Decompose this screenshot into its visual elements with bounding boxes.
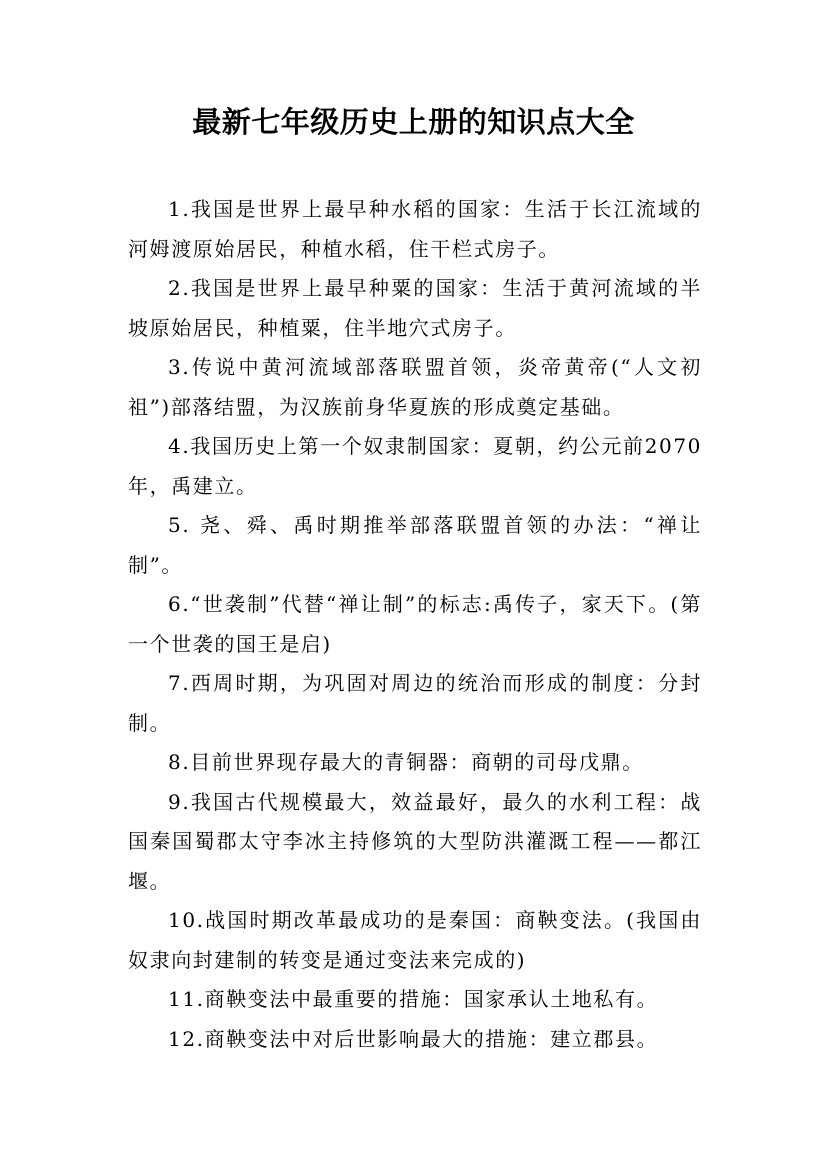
- paragraph-4: 4.我国历史上第一个奴隶制国家：夏朝，约公元前2070年，禹建立。: [128, 434, 702, 498]
- paragraph-2: 2.我国是世界上最早种粟的国家：生活于黄河流域的半坡原始居民，种植粟，住半地穴式房子。: [128, 276, 702, 340]
- paragraph-6: 6.“世袭制”代替“禅让制”的标志:禹传子，家天下。(第一个世袭的国王是启): [128, 592, 702, 656]
- paragraph-12: 12.商鞅变法中对后世影响最大的措施：建立郡县。: [168, 1026, 659, 1051]
- paragraph-1: 1.我国是世界上最早种水稻的国家：生活于长江流域的河姆渡原始居民，种植水稻，住干栏式房子。: [128, 197, 702, 261]
- paragraph-5: 5. 尧、舜、禹时期推举部落联盟首领的办法：“禅让制”。: [128, 513, 702, 577]
- paragraph-10: 10.战国时期改革最成功的是秦国：商鞅变法。(我国由奴隶向封建制的转变是通过变法来完成的): [128, 908, 702, 972]
- paragraph-8: 8.目前世界现存最大的青铜器：商朝的司母戊鼎。: [168, 750, 644, 774]
- paragraph-3: 3.传说中黄河流域部落联盟首领，炎帝黄帝(“人文初祖”)部落结盟，为汉族前身华夏族的形成奠定基础。: [128, 355, 702, 419]
- paragraph-9: 9.我国古代规模最大，效益最好，最久的水利工程：战国秦国蜀郡太守李冰主持修筑的大型防洪灌溉工程——都江堰。: [128, 789, 702, 893]
- document-body: [128, 190, 702, 1059]
- paragraph-11: 11.商鞅变法中最重要的措施：国家承认土地私有。: [168, 987, 659, 1011]
- paragraph-7: 7.西周时期，为巩固对周边的统治而形成的制度：分封制。: [128, 671, 702, 735]
- document-title: 最新七年级历史上册的知识点大全: [192, 105, 635, 139]
